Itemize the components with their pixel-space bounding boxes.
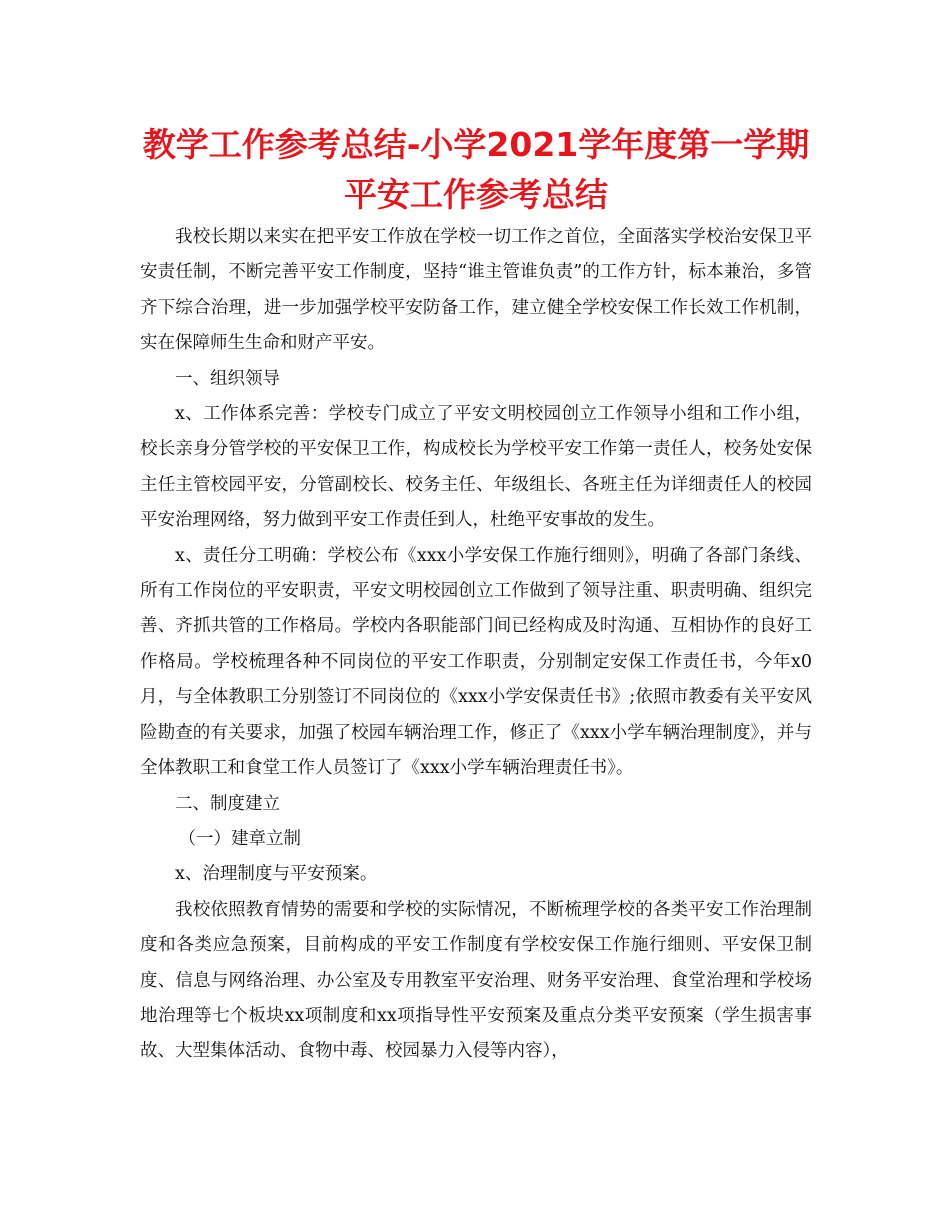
item-heading-management-rules: x、治理制度与平安预案。 (175, 864, 378, 885)
document-title: 教学工作参考总结-小学2021学年度第一学期平安工作参考总结 (142, 125, 810, 214)
paragraph-work-system: x、工作体系完善：学校专门成立了平安文明校园创立工作领导小组和工作小组，校长亲身分管学校的平安保卫工作，构成校长为学校平安工作第一责任人，校务处安保主任主管校园平安，分管副校长、校务主任、年级组长、各班主任为详细责任人的校园平安治理网络，努力做到平安工作责任到人，杜绝平安事故的发生。 (140, 404, 812, 531)
subsection-heading-rules: （一）建章立制 (178, 828, 301, 849)
section-heading-organization: 一、组织领导 (175, 368, 280, 389)
document-body (140, 220, 812, 1070)
intro-paragraph: 我校长期以来实在把平安工作放在学校一切工作之首位，全面落实学校治安保卫平安责任制，不断完善平安工作制度，坚持“谁主管谁负责”的工作方针，标本兼治，多管齐下综合治理，进一步加强学校平安防备工作，建立健全学校安保工作长效工作机制，实在保障师生生命和财产平安。 (140, 227, 812, 354)
paragraph-management-rules: 我校依照教育情势的需要和学校的实际情况，不断梳理学校的各类平安工作治理制度和各类应急预案，目前构成的平安工作制度有学校安保工作施行细则、平安保卫制度、信息与网络治理、办公室及专用教室平安治理、财务平安治理、食堂治理和学校场地治理等七个板块xx项制度和xx项指导性平安预案及重点分类平安预案（学生损害事故、大型集体活动、食物中毒、校园暴力入侵等内容）， (140, 899, 812, 1062)
section-heading-system-building: 二、制度建立 (175, 793, 280, 814)
paragraph-responsibility: x、责任分工明确：学校公布《xxx小学安保工作施行细则》，明确了各部门条线、所有工作岗位的平安职责，平安文明校园创立工作做到了领导注重、职责明确、组织完善、齐抓共管的工作格局。学校内各职能部门间已经构成及时沟通、互相协作的良好工作格局。学校梳理各种不同岗位的平安工作职责，分别制定安保工作责任书，今年x0月，与全体教职工分别签订不同岗位的《xxx小学安保责任书》;依照市教委有关平安风险勘查的有关要求，加强了校园车辆治理工作，修正了《xxx小学车辆治理制度》，并与全体教职工和食堂工作人员签订了《xxx小学车辆治理责任书》。 (140, 545, 812, 779)
